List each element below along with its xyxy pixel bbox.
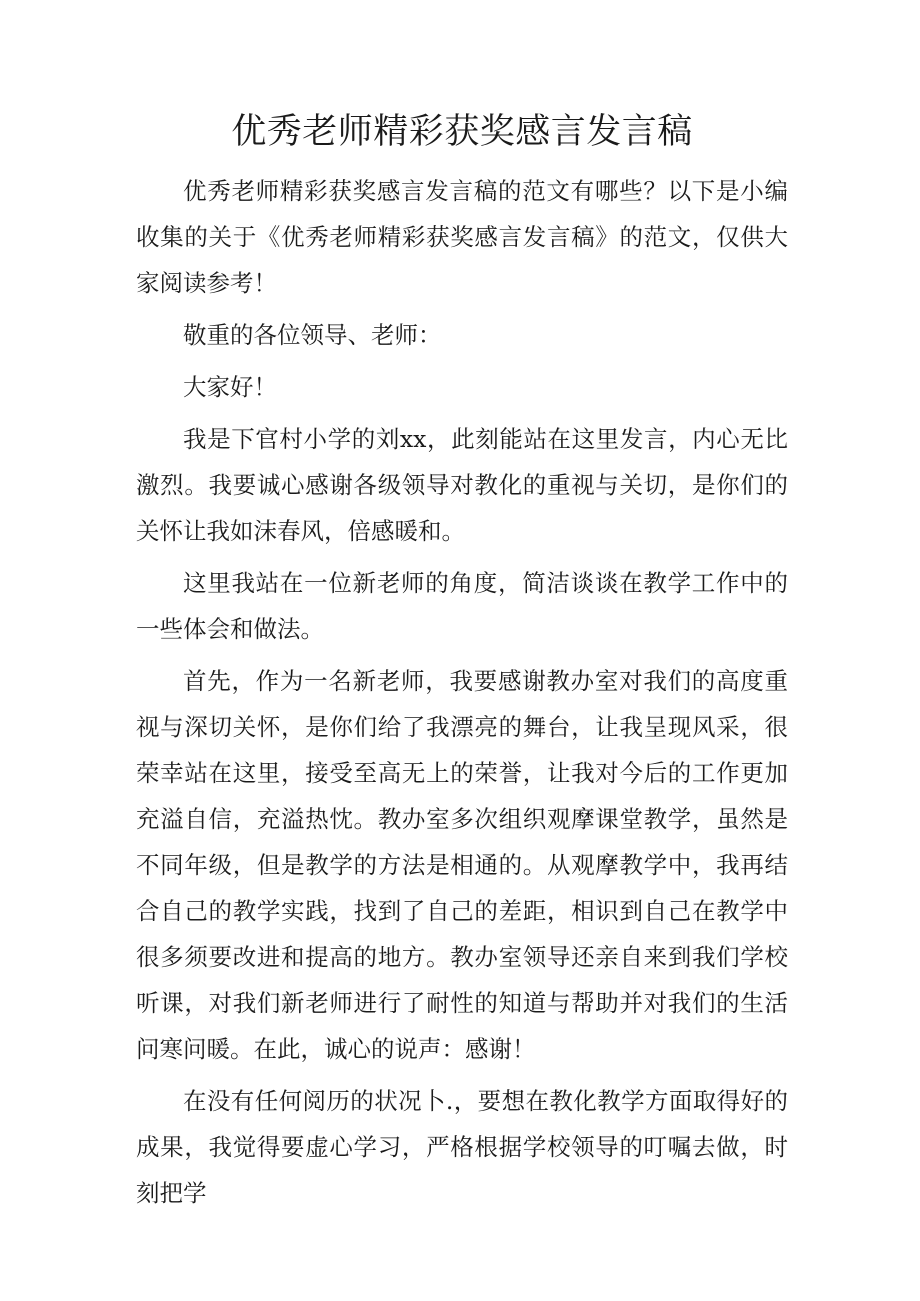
salutation-paragraph: 敬重的各位领导、老师： bbox=[183, 321, 442, 349]
second-point-paragraph: 在没有任何阅历的状况卜.，要想在教化教学方面取得好的成果，我觉得要虚心学习，严格根据学校领导的叮嘱去做，时刻把学 bbox=[136, 1087, 788, 1207]
document-page bbox=[136, 106, 788, 1222]
intro-paragraph: 优秀老师精彩获奖感言发言稿的范文有哪些？以下是小编收集的关于《优秀老师精彩获奖感言发言稿》的范文，仅供大家阅读参考！ bbox=[136, 177, 788, 297]
document-title: 优秀老师精彩获奖感言发言稿 bbox=[231, 112, 693, 152]
self-introduction-paragraph: 我是下官村小学的刘xx，此刻能站在这里发言，内心无比激烈。我要诚心感谢各级领导对教化的重视与关切，是你们的关怀让我如沫春风，倍感暖和。 bbox=[136, 425, 788, 545]
topic-paragraph: 这里我站在一位新老师的角度，简洁谈谈在教学工作中的一些体会和做法。 bbox=[136, 569, 788, 643]
greeting-paragraph: 大家好！ bbox=[183, 373, 277, 401]
first-point-paragraph: 首先，作为一名新老师，我要感谢教办室对我们的高度重视与深切关怀，是你们给了我漂亮的舞台，让我呈现风采，很荣幸站在这里，接受至高无上的荣誉，让我对今后的工作更加充溢自信，充溢热忱。教办室多次组织观摩课堂教学，虽然是不同年级，但是教学的方法是相通的。从观摩教学中，我再结合自己的教学实践，找到了自己的差距，相识到自己在教学中很多须要改进和提高的地方。教办室领导还亲自来到我们学校听课，对我们新老师进行了耐性的知道与帮助并对我们的生活问寒问暖。在此，诚心的说声：感谢！ bbox=[136, 667, 788, 1063]
